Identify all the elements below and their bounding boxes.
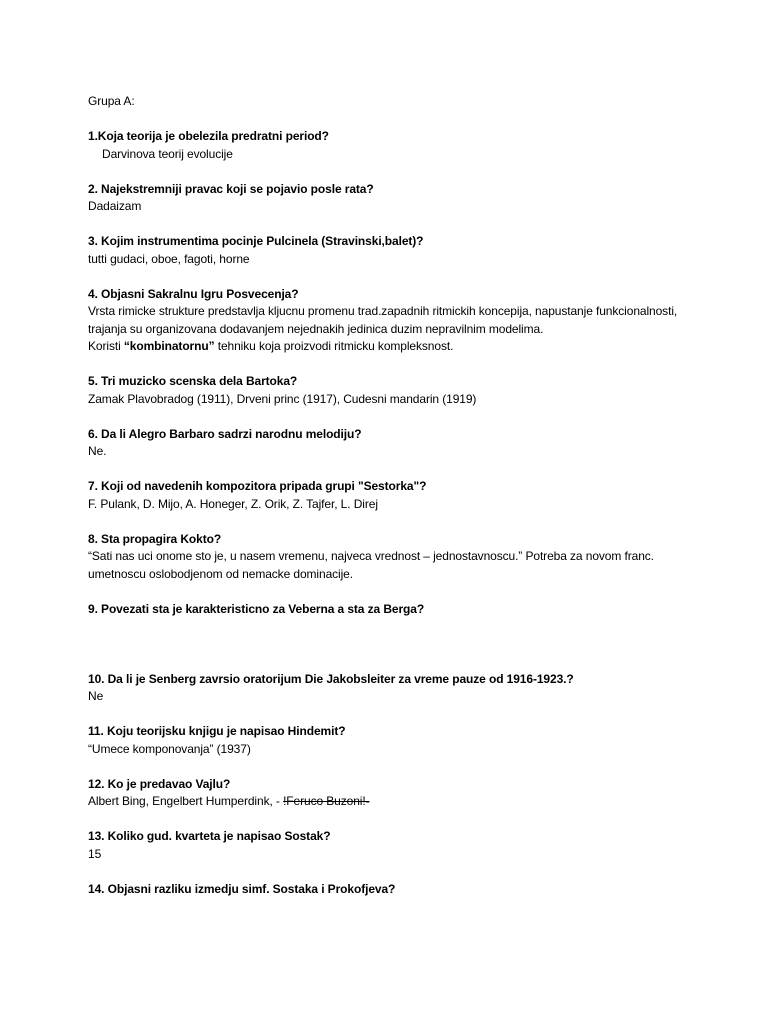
answer-12-names: Albert Bing, Engelbert Humperdink, -	[88, 794, 284, 808]
question-1: 1.Koja teorija je obelezila predratni period?	[88, 129, 329, 143]
answer-12-struck: !Feruco Buzoni!-	[283, 794, 370, 808]
question-block-3	[88, 233, 688, 268]
answer-3: tutti gudaci, oboe, fagoti, horne	[88, 251, 250, 266]
answer-8: “Sati nas uci onome sto je, u nasem vremenu, najveca vrednost – jednostavnoscu.” Potreba za novom franc. umetnoscu oslobodjenom od nemacke dominacije.	[88, 549, 654, 581]
answer-1: Darvinova teorij evolucije	[102, 146, 233, 161]
question-4: 4. Objasni Sakralnu Igru Posvecenja?	[88, 286, 299, 301]
question-10: 10. Da li je Senberg zavrsio oratorijum Die Jakobsleiter za vreme pauze od 1916-1923.?	[88, 671, 574, 686]
question-block-5	[88, 373, 688, 408]
question-6: 6. Da li Alegro Barbaro sadrzi narodnu melodiju?	[88, 426, 362, 441]
question-block-11	[88, 723, 688, 758]
question-block-1	[88, 128, 688, 163]
answer-4-part-1: Vrsta rimicke strukture predstavlja kljucnu promenu trad.zapadnih ritmickih koncepija, napustanje funkcionalnosti, trajanja su organizovana dodavanjem nejednakih jedinica duzim nepravilnim modelima.	[88, 304, 678, 336]
question-2: 2. Najekstremniji pravac koji se pojavio posle rata?	[88, 181, 374, 196]
question-block-6	[88, 426, 688, 461]
answer-4-pre: Koristi	[88, 339, 124, 353]
question-8: 8. Sta propagira Kokto?	[88, 531, 222, 546]
answer-4-bold: “kombinatornu”	[123, 339, 215, 353]
answer-6: Ne.	[88, 444, 107, 458]
answer-4-post: tehniku koja proizvodi ritmicku kompleksnost.	[214, 339, 454, 353]
question-block-2	[88, 181, 688, 216]
answer-12	[88, 793, 688, 811]
question-block-13	[88, 828, 688, 863]
question-3: 3. Kojim instrumentima pocinje Pulcinela (Stravinski,balet)?	[88, 234, 424, 248]
question-block-4	[88, 286, 688, 356]
group-header: Grupa A:	[88, 94, 135, 108]
question-14: 14. Objasni razliku izmedju simf. Sostaka i Prokofjeva?	[88, 881, 396, 896]
question-block-14	[88, 881, 688, 899]
answer-10: Ne	[88, 689, 104, 703]
answer-7: F. Pulank, D. Mijo, A. Honeger, Z. Orik, Z. Tajfer, L. Direj	[88, 496, 378, 511]
question-12: 12. Ko je predavao Vajlu?	[88, 776, 231, 791]
answer-13: 15	[88, 846, 102, 861]
question-11: 11. Koju teorijsku knjigu je napisao Hindemit?	[88, 724, 346, 738]
document-page	[88, 93, 688, 898]
question-9: 9. Povezati sta je karakteristicno za Veberna a sta za Berga?	[88, 601, 425, 616]
question-block-9	[88, 601, 688, 619]
question-block-8	[88, 531, 688, 584]
answer-5: Zamak Plavobradog (1911), Drveni princ (1917), Cudesni mandarin (1919)	[88, 391, 477, 406]
question-5: 5. Tri muzicko scenska dela Bartoka?	[88, 374, 298, 388]
answer-2: Dadaizam	[88, 199, 142, 213]
question-block-10	[88, 671, 688, 706]
answer-11: “Umece komponovanja” (1937)	[88, 741, 251, 756]
question-13: 13. Koliko gud. kvarteta je napisao Sostak?	[88, 829, 331, 843]
answer-4-part-2	[88, 338, 688, 356]
question-block-7	[88, 478, 688, 513]
question-block-12	[88, 776, 688, 811]
question-7: 7. Koji od navedenih kompozitora pripada grupi "Sestorka"?	[88, 479, 427, 493]
